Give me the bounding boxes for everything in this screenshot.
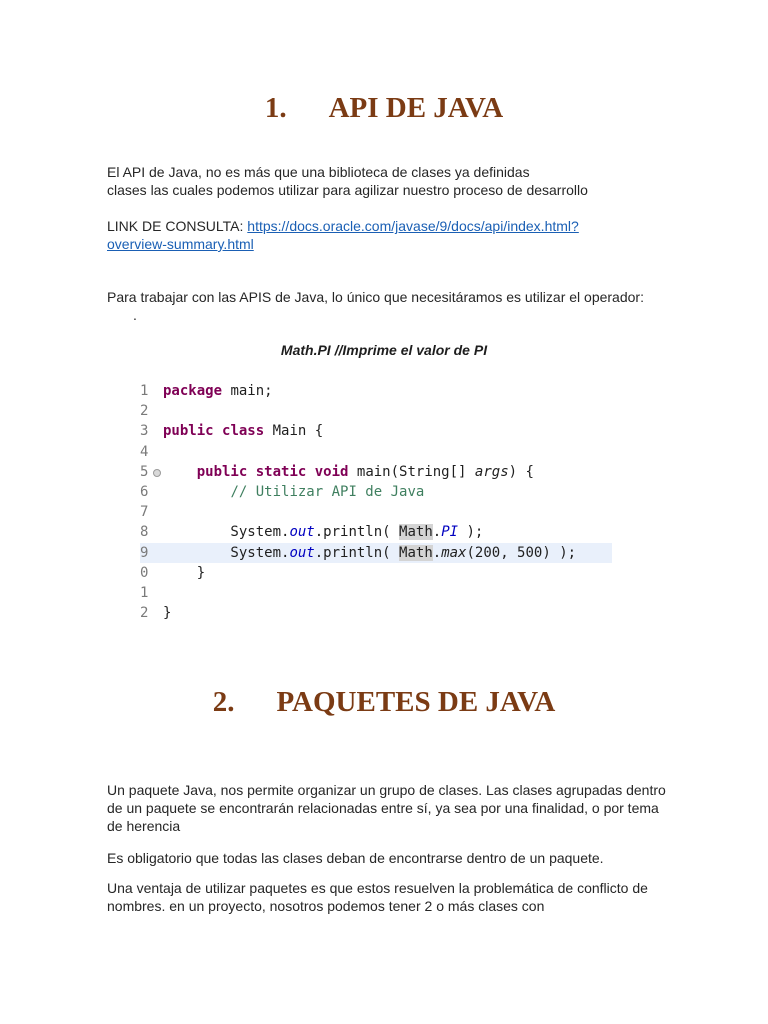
code-token [163, 484, 230, 500]
code-token: ) { [508, 464, 534, 480]
code-token: Math [399, 545, 433, 561]
code-token: System. [163, 524, 290, 540]
section-1-number: 1. [264, 92, 287, 124]
code-token: . [432, 545, 442, 561]
apis-text: Para trabajar con las APIS de Java, lo único que necesitáramos es utilizar el operador: [107, 289, 644, 305]
reference-link-label: LINK DE CONSULTA: [107, 218, 244, 234]
code-line [140, 421, 612, 441]
api-intro-line-2: clases las cuales podemos utilizar para agilizar nuestro proceso de desarrollo [107, 182, 588, 198]
code-line-number: 0 [140, 565, 149, 581]
code-line [140, 502, 612, 522]
code-token: max [441, 545, 467, 561]
reference-link-line-1: https://docs.oracle.com/javase/9/docs/api/index.html? [247, 218, 579, 234]
api-intro-line-1: El API de Java, no es más que una biblioteca de clases ya definidas [107, 164, 530, 180]
section-2-heading [0, 686, 768, 719]
code-token: ); [458, 524, 484, 540]
code-token: void [314, 464, 349, 480]
code-token [214, 423, 222, 439]
code-line [140, 583, 612, 603]
api-intro-paragraph [107, 163, 667, 199]
code-source [163, 381, 273, 401]
section-1-heading [0, 92, 768, 125]
reference-link-line-2: overview-summary.html [107, 236, 254, 252]
code-line-number: 1 [140, 585, 149, 601]
code-source [163, 482, 424, 502]
section-2-title: PAQUETES DE JAVA [276, 686, 556, 718]
fold-marker-icon [153, 469, 161, 477]
code-screenshot [140, 378, 612, 628]
code-token [306, 464, 314, 480]
code-line [140, 603, 612, 623]
code-token: PI [441, 524, 459, 540]
code-token [163, 464, 197, 480]
code-line-number: 5 [140, 464, 149, 480]
code-caption: Math.PI //Imprime el valor de PI [280, 342, 488, 358]
code-line-number: 4 [140, 444, 149, 460]
apis-paragraph [107, 288, 667, 324]
code-token: static [255, 464, 307, 480]
code-line [140, 563, 612, 583]
code-line [140, 381, 612, 401]
code-line-number: 3 [140, 423, 149, 439]
code-token [247, 464, 255, 480]
code-line-number: 8 [140, 524, 149, 540]
code-token: // Utilizar API de Java [230, 484, 425, 500]
code-token: out [289, 545, 315, 561]
code-token: .println( [314, 545, 400, 561]
reference-link-paragraph [107, 217, 667, 253]
code-token: (200, 500) ); [466, 545, 577, 561]
section-2-number: 2. [212, 686, 235, 718]
code-token: Main { [264, 423, 324, 439]
code-line [140, 401, 612, 421]
package-paragraph-1: Un paquete Java, nos permite organizar un grupo de clases. Las clases agrupadas dentro de un paquete se encontrarán relacionadas entre sí, ya sea por una finalidad, o por tema de herencia [107, 782, 666, 834]
code-line [140, 462, 612, 482]
code-token: args [474, 464, 509, 480]
section-1-title: API DE JAVA [328, 92, 504, 124]
code-line [140, 442, 612, 462]
code-token: Math [399, 524, 433, 540]
code-source [163, 421, 323, 441]
code-line [140, 522, 612, 542]
code-line-number: 7 [140, 504, 149, 520]
code-token: main(String[] [348, 464, 475, 480]
code-line-number: 1 [140, 383, 149, 399]
code-source [163, 563, 205, 583]
code-token: . [432, 524, 442, 540]
code-token: public [196, 464, 248, 480]
code-token: out [289, 524, 315, 540]
code-line [140, 482, 612, 502]
code-token: class [222, 423, 265, 439]
package-paragraph-3: Una ventaja de utilizar paquetes es que estos resuelven la problemática de conflicto de nombres. en un proyecto, nosotros podemos tener 2 o más clases con [107, 880, 648, 914]
code-line-number: 6 [140, 484, 149, 500]
code-token: .println( [314, 524, 400, 540]
code-source [163, 603, 171, 623]
code-line-number: 2 [140, 403, 149, 419]
code-token: main; [222, 383, 273, 399]
code-source [163, 462, 534, 482]
code-source [163, 522, 483, 542]
code-line-number: 2 [140, 605, 149, 621]
code-token: package [163, 383, 223, 399]
code-source [163, 543, 576, 563]
code-token: System. [163, 545, 290, 561]
apis-end: . [133, 307, 137, 323]
package-paragraph-2: Es obligatorio que todas las clases deban de encontrarse dentro de un paquete. [107, 850, 604, 866]
code-token: } [163, 565, 206, 581]
code-token: public [163, 423, 214, 439]
code-line [140, 543, 612, 563]
code-line-number: 9 [140, 545, 149, 561]
code-token: } [163, 605, 172, 621]
